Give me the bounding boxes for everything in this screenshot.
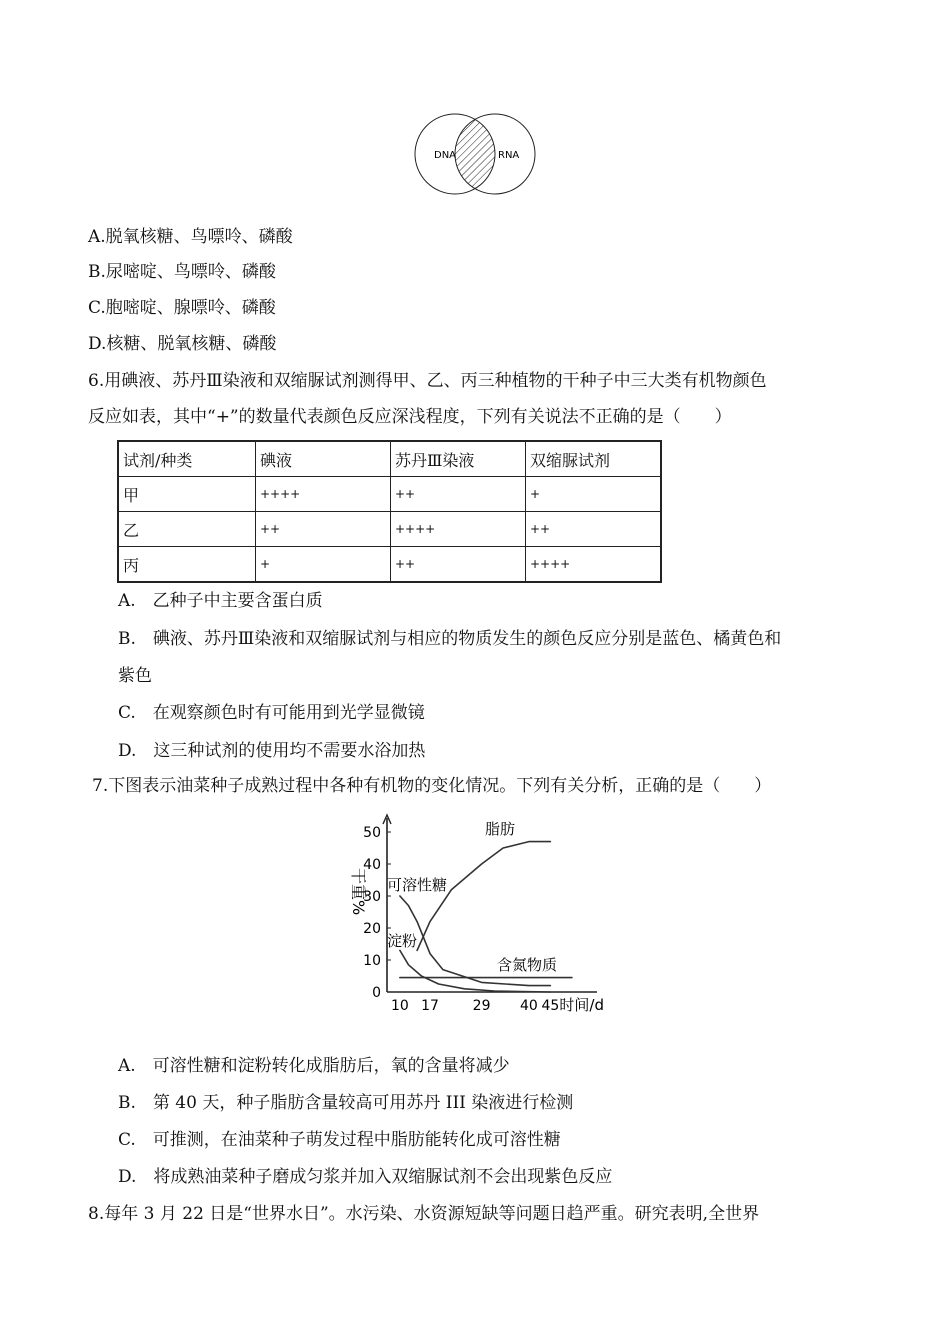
q7-option-d: D. 将成熟油菜种子磨成匀浆并加入双缩脲试剂不会出现紫色反应 xyxy=(118,1167,613,1187)
y-tick-label: 50 xyxy=(363,825,381,841)
series-label: 淀粉 xyxy=(387,932,418,950)
y-tick-label: 20 xyxy=(363,921,381,937)
q6-stem-line2: 反应如表，其中“+”的数量代表颜色反应深浅程度，下列有关说法不正确的是（ ） xyxy=(88,407,732,427)
x-axis-title: 时间/d xyxy=(559,996,604,1014)
table-cell: ++ xyxy=(391,477,526,512)
table-cell: + xyxy=(256,547,391,583)
q5-option-d: D.核糖、脱氧核糖、磷酸 xyxy=(88,334,277,354)
table-header: 碘液 xyxy=(256,441,391,477)
y-tick-label: 40 xyxy=(363,857,381,873)
series-label: 可溶性糖 xyxy=(387,876,448,894)
q7-stem: 7.下图表示油菜种子成熟过程中各种有机物的变化情况。下列有关分析，正确的是（ ） xyxy=(92,776,772,796)
q6-option-c: C. 在观察颜色时有可能用到光学显微镜 xyxy=(118,703,425,723)
table-cell: 甲 xyxy=(118,477,256,512)
table-row xyxy=(118,477,661,512)
q7-option-b: B. 第 40 天，种子脂肪含量较高可用苏丹 III 染液进行检测 xyxy=(118,1093,574,1113)
reagent-table xyxy=(117,440,662,583)
table-cell: 乙 xyxy=(118,512,256,547)
table-header: 双缩脲试剂 xyxy=(526,441,662,477)
q6-stem-line1: 6.用碘液、苏丹Ⅲ染液和双缩脲试剂测得甲、乙、丙三种植物的干种子中三大类有机物颜色 xyxy=(88,371,767,391)
table-cell: + xyxy=(526,477,662,512)
q8-stem: 8.每年 3 月 22 日是“世界水日”。水污染、水资源短缺等问题日趋严重。研究表明,全世界 xyxy=(88,1204,760,1224)
q6-option-b-line1: B. 碘液、苏丹Ⅲ染液和双缩脲试剂与相应的物质发生的颜色反应分别是蓝色、橘黄色和 xyxy=(118,629,782,649)
q7-option-c: C. 可推测，在油菜种子萌发过程中脂肪能转化成可溶性糖 xyxy=(118,1130,561,1150)
table-cell: ++++ xyxy=(391,512,526,547)
y-axis-title: 干重% xyxy=(349,868,368,916)
table-header: 试剂/种类 xyxy=(118,441,256,477)
seed-maturation-chart xyxy=(335,812,625,1022)
table-header: 苏丹Ⅲ染液 xyxy=(391,441,526,477)
table-row xyxy=(118,512,661,547)
table-cell: ++ xyxy=(256,512,391,547)
table-cell: ++ xyxy=(391,547,526,583)
table-cell: 丙 xyxy=(118,547,256,583)
venn-label-dna: DNA xyxy=(434,150,457,161)
y-tick-label: 30 xyxy=(363,889,381,905)
x-tick-label: 29 xyxy=(472,998,491,1014)
q7-option-a: A. 可溶性糖和淀粉转化成脂肪后，氧的含量将减少 xyxy=(118,1056,510,1076)
x-tick-label: 40 xyxy=(519,998,538,1014)
q6-option-b-line2: 紫色 xyxy=(118,666,152,686)
x-tick-label: 17 xyxy=(421,998,439,1014)
series-line-脂肪 xyxy=(417,842,550,951)
q6-option-a: A. 乙种子中主要含蛋白质 xyxy=(118,591,323,611)
x-tick-label: 10 xyxy=(390,998,409,1014)
y-tick-label: 0 xyxy=(372,985,381,1001)
q5-option-b: B.尿嘧啶、鸟嘌呤、磷酸 xyxy=(88,262,276,282)
x-tick-label: 45 xyxy=(541,998,560,1014)
q6-option-d: D. 这三种试剂的使用均不需要水浴加热 xyxy=(118,741,426,761)
q5-option-c: C.胞嘧啶、腺嘌呤、磷酸 xyxy=(88,298,276,318)
table-cell: ++++ xyxy=(526,547,662,583)
venn-diagram xyxy=(412,112,538,196)
q5-option-a: A.脱氧核糖、鸟嘌呤、磷酸 xyxy=(88,227,293,247)
y-tick-label: 10 xyxy=(363,953,381,969)
venn-label-rna: RNA xyxy=(498,150,520,161)
table-row xyxy=(118,547,661,583)
series-label: 脂肪 xyxy=(485,820,516,838)
series-label: 含氮物质 xyxy=(497,956,558,974)
table-cell: ++ xyxy=(526,512,662,547)
table-cell: ++++ xyxy=(256,477,391,512)
table-header-row xyxy=(118,441,661,477)
